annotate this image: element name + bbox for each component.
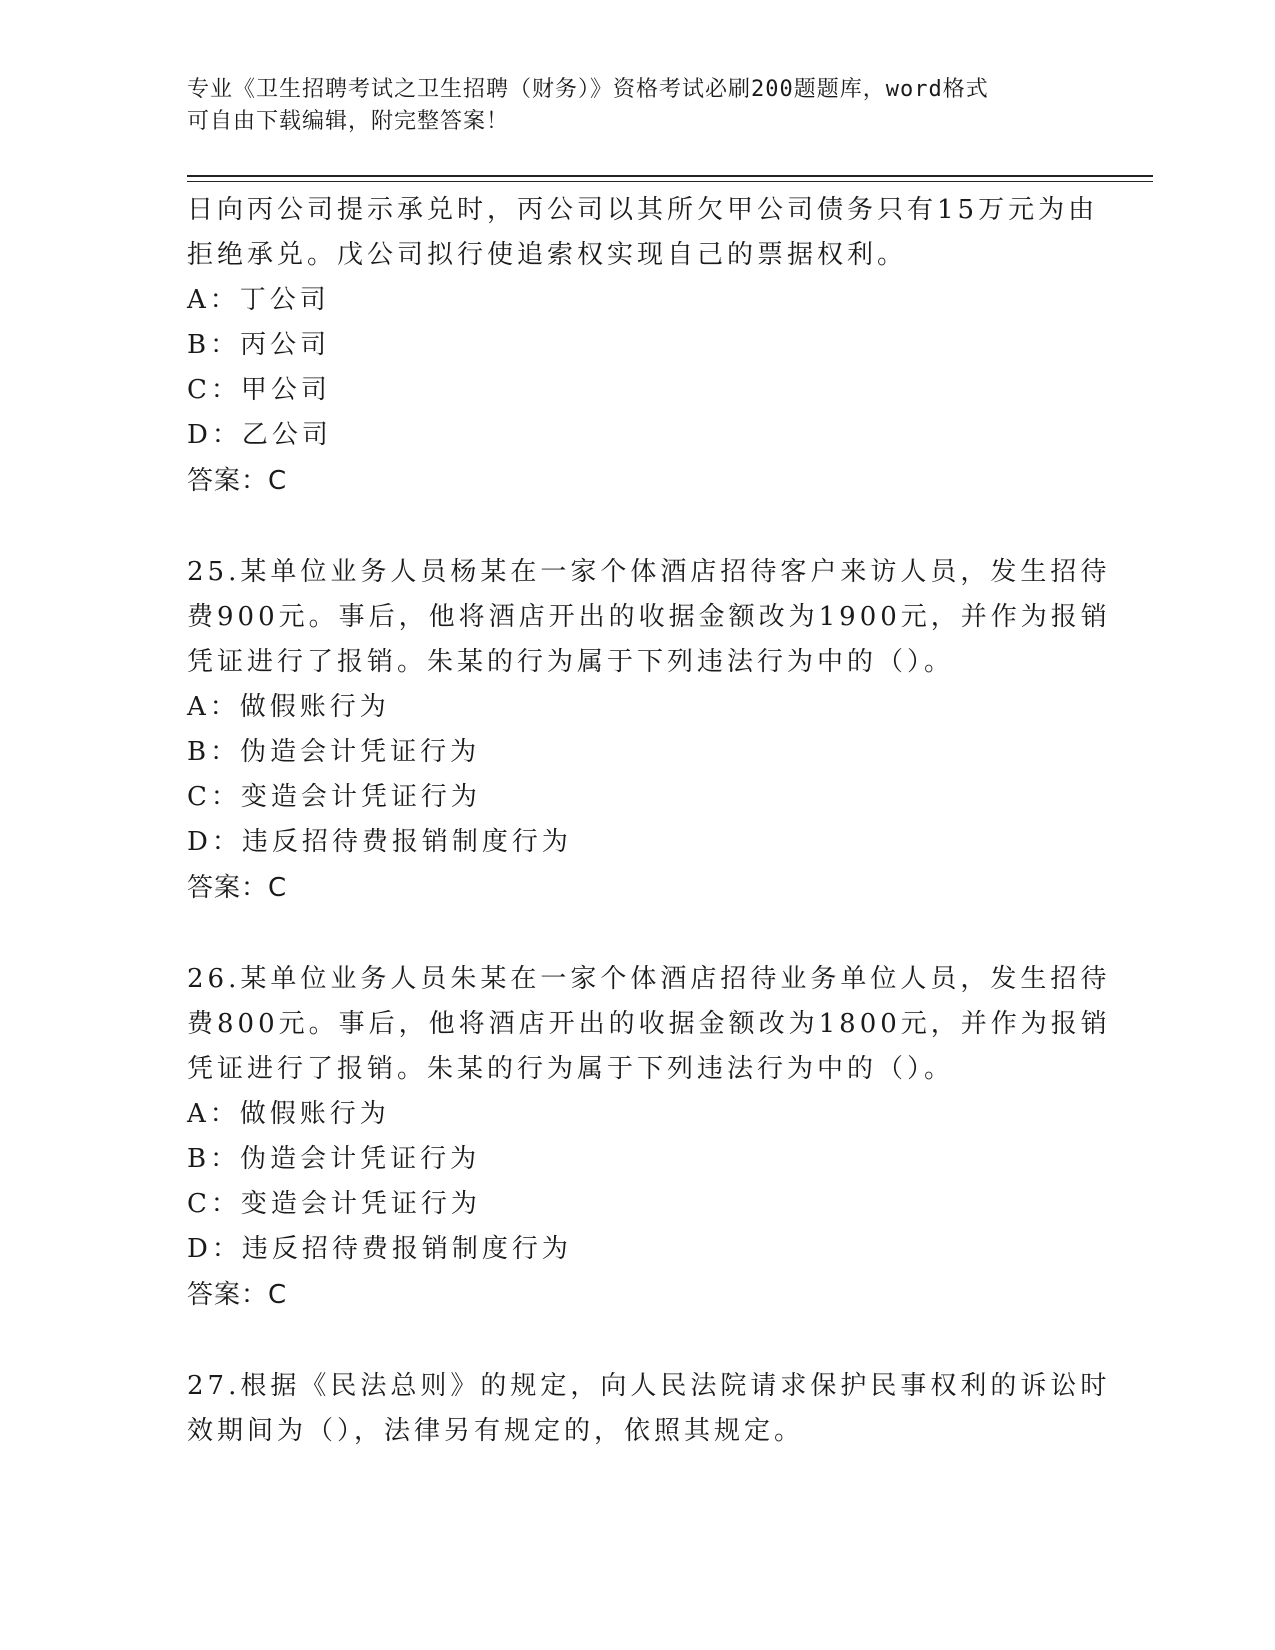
question-text-line: 费900元。事后，他将酒店开出的收据金额改为1900元，并作为报销 (187, 602, 1111, 632)
question-block-continued (187, 188, 1099, 504)
spacer (187, 1318, 1077, 1364)
answer-line: 答案：C (187, 1280, 288, 1310)
question-text-line: 效期间为（），法律另有规定的，依照其规定。 (187, 1416, 805, 1446)
header-title-line-2: 可自由下载编辑，附完整答案！ (187, 109, 510, 134)
option-d: D：违反招待费报销制度行为 (187, 1234, 572, 1264)
option-c: C：变造会计凭证行为 (187, 782, 481, 812)
header-title-line-1: 专业《卫生招聘考试之卫生招聘（财务）》资格考试必刷200题题库，word格式 (187, 77, 989, 102)
question-text-line: 费800元。事后，他将酒店开出的收据金额改为1800元，并作为报销 (187, 1009, 1111, 1039)
answer-line: 答案：C (187, 873, 288, 903)
question-block-27 (187, 1364, 1111, 1454)
question-text-line: 日向丙公司提示承兑时，丙公司以其所欠甲公司债务只有15万元为由 (187, 195, 1099, 225)
option-d: D：违反招待费报销制度行为 (187, 827, 572, 857)
document-body (187, 188, 1111, 1454)
option-c: C：变造会计凭证行为 (187, 1189, 481, 1219)
question-text-line: 25.某单位业务人员杨某在一家个体酒店招待客户来访人员，发生招待 (187, 557, 1111, 587)
option-b: B：伪造会计凭证行为 (187, 1144, 481, 1174)
question-text-line: 26.某单位业务人员朱某在一家个体酒店招待业务单位人员，发生招待 (187, 964, 1111, 994)
option-a: A：做假账行为 (187, 692, 390, 722)
document-header (187, 74, 1067, 138)
question-text-line: 凭证进行了报销。朱某的行为属于下列违法行为中的（）。 (187, 1054, 955, 1084)
option-a: A：丁公司 (187, 285, 330, 315)
option-b: B：伪造会计凭证行为 (187, 737, 481, 767)
question-text-line: 拒绝承兑。戊公司拟行使追索权实现自己的票据权利。 (187, 240, 908, 270)
header-divider-thin (187, 181, 1153, 182)
answer-line: 答案：C (187, 466, 288, 496)
option-a: A：做假账行为 (187, 1099, 390, 1129)
option-d: D：乙公司 (187, 420, 332, 450)
option-c: C：甲公司 (187, 375, 331, 405)
question-block-26 (187, 957, 1111, 1318)
spacer (187, 911, 1077, 957)
spacer (187, 504, 1077, 550)
option-b: B：丙公司 (187, 330, 331, 360)
question-text-line: 凭证进行了报销。朱某的行为属于下列违法行为中的（）。 (187, 647, 955, 677)
header-divider-thick (187, 175, 1153, 177)
question-block-25 (187, 550, 1111, 911)
question-text-line: 27.根据《民法总则》的规定，向人民法院请求保护民事权利的诉讼时 (187, 1371, 1111, 1401)
